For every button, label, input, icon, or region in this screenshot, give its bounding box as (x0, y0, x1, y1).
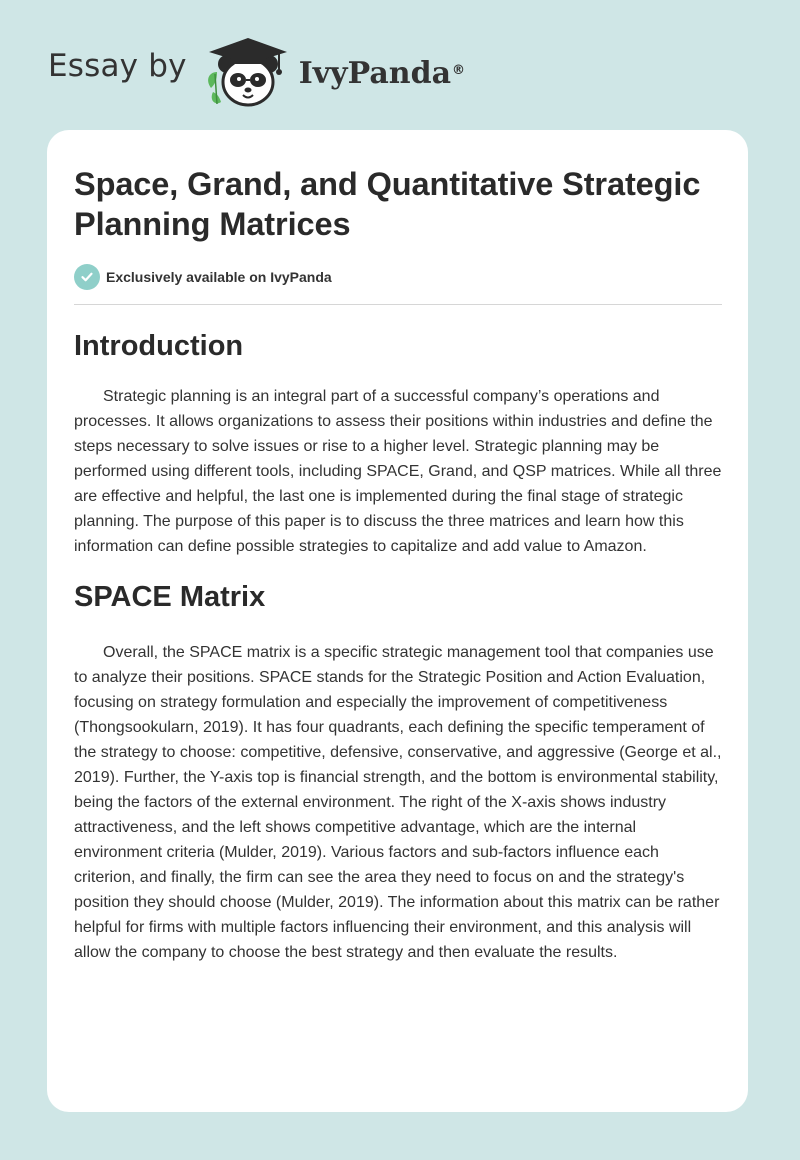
registered-mark: ® (452, 62, 466, 78)
section-heading-space-matrix: SPACE Matrix (74, 581, 266, 613)
divider (74, 304, 722, 305)
site-header-logo[interactable] (48, 30, 465, 110)
article-card (47, 130, 748, 1112)
exclusive-badge (74, 264, 721, 290)
section-paragraph-introduction: Strategic planning is an integral part of a successful company’s operations and processes. It allows organizations to assess their positions within industries and define the steps necessary to solve issues or rise to a higher level. Strategic planning may be performed using different tools, including SPACE, Grand, and QSP matrices. While all three are effective and helpful, the last one is implemented during the final stage of strategic planning. The purpose of this paper is to discuss the three matrices and learn how this information can define possible strategies to capitalize and add value to Amazon. (74, 388, 722, 555)
brand-name: IvyPanda (298, 55, 452, 91)
section-heading-introduction: Introduction (74, 330, 244, 362)
panda-graduation-cap-icon (201, 30, 293, 110)
essay-by-label: Essay by (48, 48, 187, 84)
article-title: Space, Grand, and Quantitative Strategic Planning Matrices (74, 166, 701, 242)
exclusive-badge-text: Exclusively available on IvyPanda (106, 269, 332, 285)
check-circle-icon (74, 264, 100, 290)
section-paragraph-space-matrix: Overall, the SPACE matrix is a specific strategic management tool that companies use to analyze their positions. SPACE stands for the Strategic Position and Action Evaluation, focusing on strategy formulation and especially the improvement of competitiveness (Thongsookularn, 2019). It has four quadrants, each defining the specific temperament of the strategy to choose: competitive, defensive, conservative, and aggressive (George et al., 2019). Further, the Y-axis top is financial strength, and the bottom is environmental stability, being the factors of the external environment. The right of the X-axis shows industry attractiveness, and the left shows competitive advantage, which are the internal environment criteria (Mulder, 2019). Various factors and sub-factors influence each criterion, and finally, the firm can see the area they need to focus on and the strategy's position they should choose (Mulder, 2019). The information about this matrix can be rather helpful for firms with multiple factors influencing their environment, and this analysis will allow the company to choose the best strategy and then evaluate the results. (74, 644, 722, 961)
